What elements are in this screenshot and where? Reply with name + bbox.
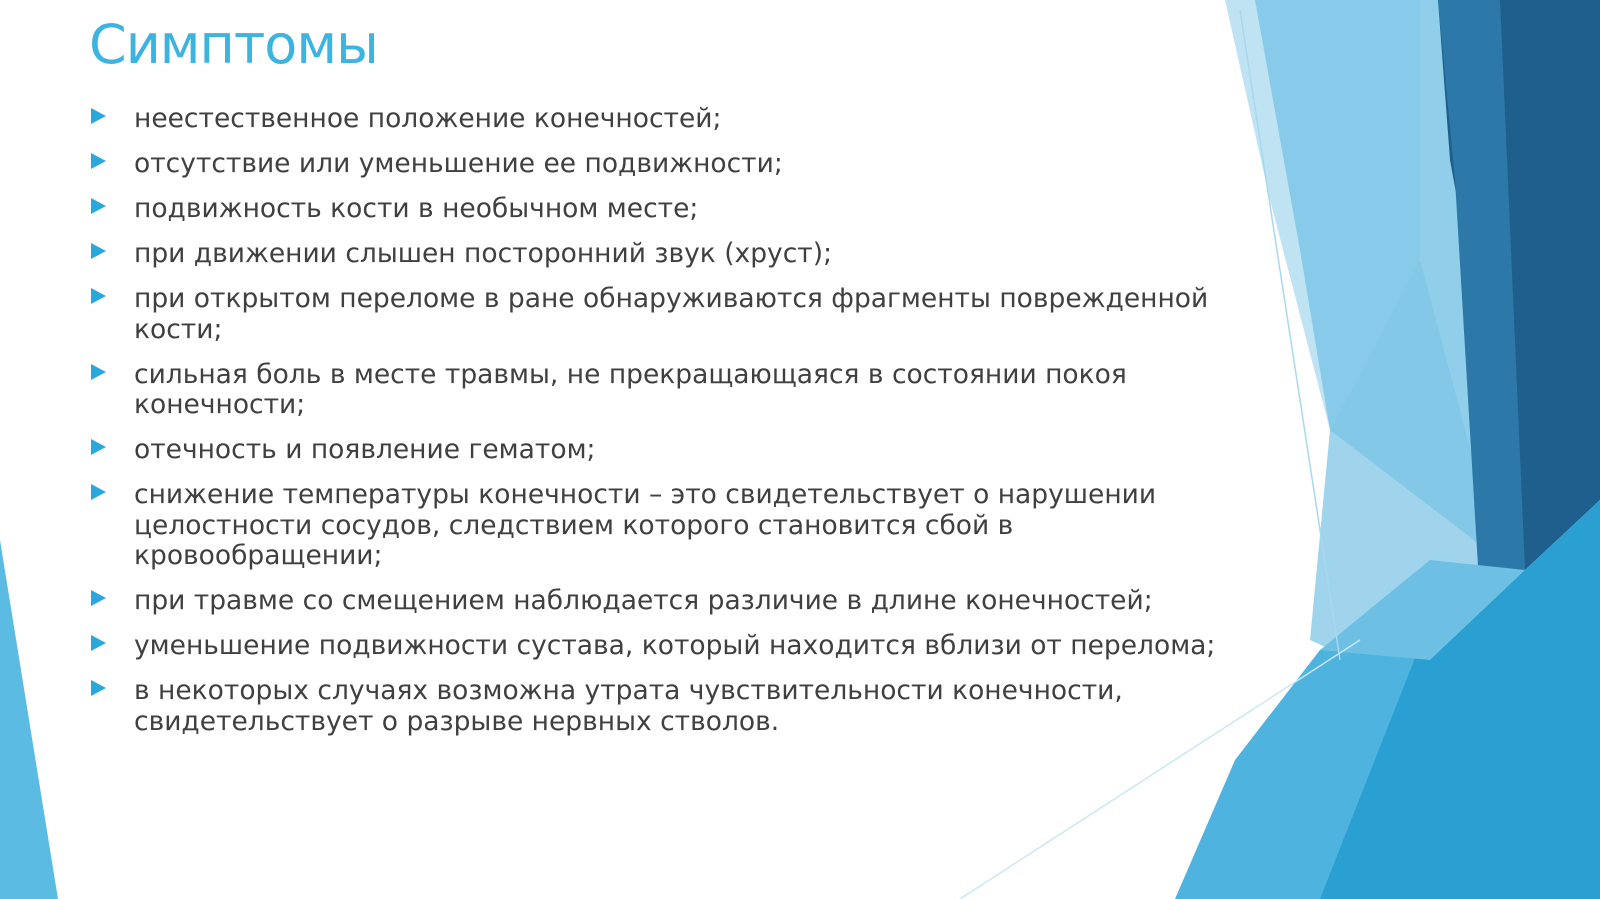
triangle-bullet-icon bbox=[91, 243, 106, 259]
list-item bbox=[91, 194, 1216, 225]
triangle-bullet-icon bbox=[91, 288, 106, 304]
decor-left-stripe bbox=[0, 540, 58, 899]
triangle-bullet-icon bbox=[91, 198, 106, 214]
list-item-text: при движении слышен посторонний звук (хруст); bbox=[134, 238, 832, 269]
list-item-text: подвижность кости в необычном месте; bbox=[134, 193, 699, 224]
list-item-text: снижение температуры конечности – это свидетельствует о нарушении целостности сосудов, следствием которого становится сбой в кровообращении; bbox=[134, 479, 1157, 571]
list-item-text: отечность и появление гематом; bbox=[134, 434, 596, 465]
list-item bbox=[91, 676, 1216, 737]
symptom-list bbox=[91, 104, 1216, 752]
list-item-text: отсутствие или уменьшение ее подвижности; bbox=[134, 148, 783, 179]
list-item-text: в некоторых случаях возможна утрата чувствительности конечности, свидетельствует о разрыве нервных стволов. bbox=[134, 675, 1123, 737]
slide-title: Симптомы bbox=[89, 13, 378, 76]
list-item bbox=[91, 435, 1216, 466]
triangle-bullet-icon bbox=[91, 590, 106, 606]
list-item bbox=[91, 149, 1216, 180]
list-item bbox=[91, 104, 1216, 135]
list-item-text: неестественное положение конечностей; bbox=[134, 103, 722, 134]
triangle-bullet-icon bbox=[91, 439, 106, 455]
list-item bbox=[91, 631, 1216, 662]
triangle-bullet-icon bbox=[91, 484, 106, 500]
triangle-bullet-icon bbox=[91, 364, 106, 380]
triangle-bullet-icon bbox=[91, 635, 106, 651]
triangle-bullet-icon bbox=[91, 680, 106, 696]
list-item-text: при травме со смещением наблюдается различие в длине конечностей; bbox=[134, 585, 1153, 616]
list-item bbox=[91, 480, 1216, 572]
list-item-text: уменьшение подвижности сустава, который находится вблизи от перелома; bbox=[134, 630, 1216, 661]
list-item bbox=[91, 239, 1216, 270]
list-item-text: при открытом переломе в ране обнаруживаются фрагменты поврежденной кости; bbox=[134, 283, 1209, 345]
list-item-text: сильная боль в месте травмы, не прекращающаяся в состоянии покоя конечности; bbox=[134, 358, 1127, 420]
list-item bbox=[91, 586, 1216, 617]
triangle-bullet-icon bbox=[91, 153, 106, 169]
list-item bbox=[91, 284, 1216, 345]
triangle-bullet-icon bbox=[91, 108, 106, 124]
list-item bbox=[91, 360, 1216, 421]
